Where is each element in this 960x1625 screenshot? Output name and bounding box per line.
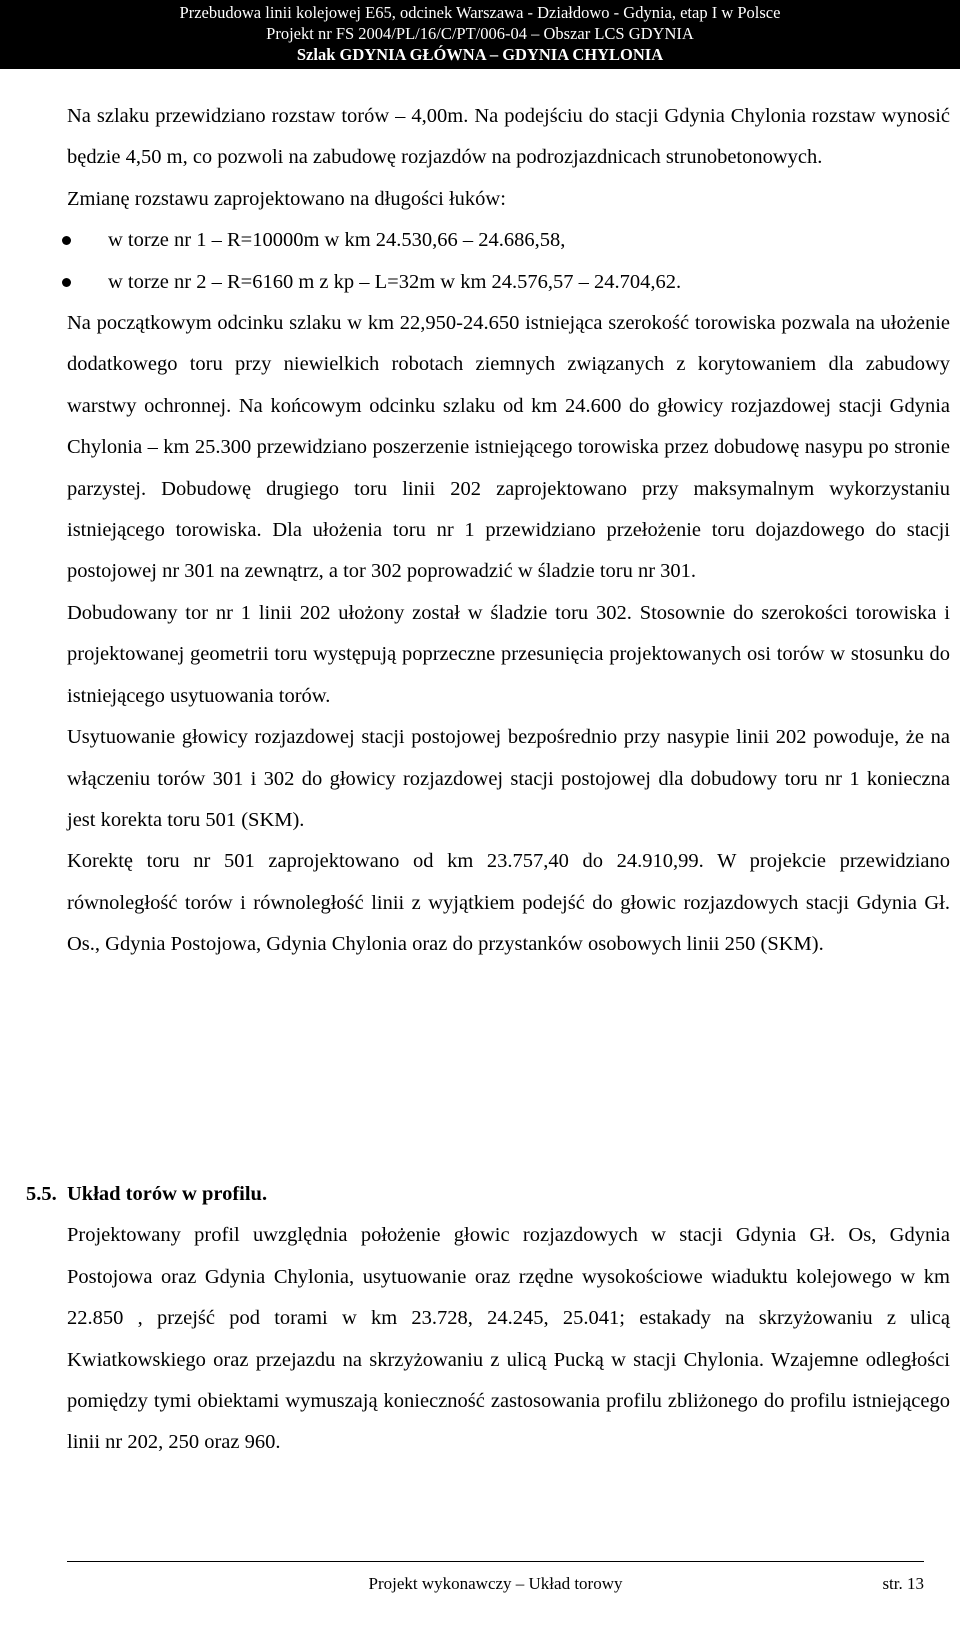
bullet-icon (62, 236, 71, 245)
paragraph-trackbed: Na początkowym odcinku szlaku w km 22,950-24.650 istniejąca szerokość torowiska pozwala na ułożenie dodatkowego toru przy niewielkich robotach ziemnych związanych z korytowaniem dla zabudowy warstwy ochronnej. Na końcowym odcinku szlaku od km 24.600 do głowicy rozjazdowej stacji Gdynia Chylonia – km 25.300 przewidziano poszerzenie istniejącego torowiska przez dobudowę nasypu po stronie parzystej. Dobudowę drugiego toru linii 202 zaprojektowano przy maksymalnym wykorzystaniu istniejącego torowiska. Dla ułożenia toru nr 1 przewidziano przełożenie toru dojazdowego do stacji postojowej nr 301 na zewnątrz, a tor 302 poprowadzić w śladzie toru nr 301. (67, 312, 950, 583)
section-title: Układ torów w profilu. (67, 1183, 268, 1205)
section-number: 5.5. (26, 1183, 57, 1205)
document-body (67, 96, 950, 966)
paragraph-track-spacing: Na szlaku przewidziano rozstaw torów – 4,00m. Na podejściu do stacji Gdynia Chylonia rozstaw wynosić będzie 4,50 m, co pozwoli na zabudowę rozjazdów na podrozjazdnicach strunobetonowych. (67, 105, 950, 169)
header-route-name: Szlak GDYNIA GŁÓWNA – GDYNIA CHYLONIA (296, 45, 664, 64)
list-item (67, 220, 950, 261)
page-footer (67, 1569, 924, 1599)
paragraph-profile: Projektowany profil uwzględnia położenie głowic rozjazdowych w stacji Gdynia Gł. Os, Gdynia Postojowa oraz Gdynia Chylonia, usytuowanie oraz rzędne wysokościowe wiaduktu kolejowego w km 22.850 , przejść pod torami w km 23.728, 24.245, 25.041; estakady na skrzyżowaniu z ulicą Kwiatkowskiego oraz przejazdu na skrzyżowaniu z ulicą Pucką w stacji Chylonia. Wzajemne odległości pomiędzy tymi obiektami wymuszają konieczność zastosowania profilu zbliżonego do profilu istniejącego linii nr 202, 250 oraz 960. (67, 1224, 950, 1454)
page-number: str. 13 (882, 1574, 924, 1593)
paragraph-track-1: Dobudowany tor nr 1 linii 202 ułożony został w śladzie toru 302. Stosownie do szerokości torowiska i projektowanej geometrii toru występują poprzeczne przesunięcia projektowanych osi torów w stosunku do istniejącego usytuowania torów. (67, 601, 950, 707)
paragraph-spacing-change: Zmianę rozstawu zaprojektowano na długości łuków: (67, 187, 506, 210)
paragraph-track-501: Korektę toru nr 501 zaprojektowano od km 23.757,40 do 24.910,99. W projekcie przewidziano równoległość torów i równoległość linii z wyjątkiem podejść do głowic rozjazdowych stacji Gdynia Gł. Os., Gdynia Postojowa, Gdynia Chylonia oraz do przystanków osobowych linii 250 (SKM). (67, 850, 950, 956)
header-project-number: Projekt nr FS 2004/PL/16/C/PT/006-04 – Obszar LCS GDYNIA (266, 24, 694, 43)
footer-divider (67, 1561, 924, 1562)
bullet-list (67, 220, 950, 303)
paragraph-switch-head: Usytuowanie głowicy rozjazdowej stacji postojowej bezpośrednio przy nasypie linii 202 powoduje, że na włączeniu torów 301 i 302 do głowicy rozjazdowej stacji postojowej dla dobudowy toru nr 1 konieczna jest korekta toru 501 (SKM). (67, 726, 950, 831)
list-item (67, 262, 950, 303)
section-heading (26, 1174, 950, 1215)
header-project-title: Przebudowa linii kolejowej E65, odcinek Warszawa - Działdowo - Gdynia, etap I w Polsce (179, 3, 781, 22)
list-item-text: w torze nr 2 – R=6160 m z kp – L=32m w km 24.576,57 – 24.704,62. (108, 270, 682, 293)
bullet-icon (62, 278, 71, 287)
section-5-5 (26, 1174, 950, 1464)
page-header (0, 0, 960, 69)
list-item-text: w torze nr 1 – R=10000m w km 24.530,66 – 24.686,58, (108, 229, 566, 252)
footer-title: Projekt wykonawczy – Układ torowy (368, 1574, 623, 1593)
